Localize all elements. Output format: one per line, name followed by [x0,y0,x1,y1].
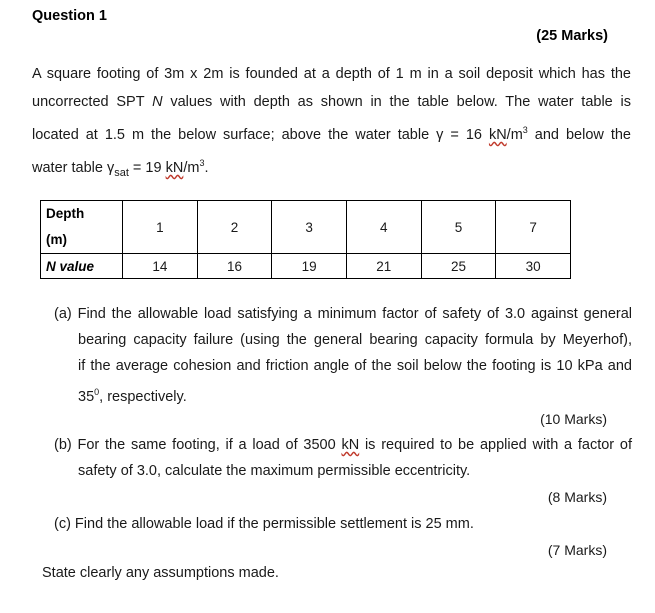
depth-cell: 3 [272,201,347,254]
part-b-line-1: (b) For the same footing, if a load of 3500 kN is required to be applied with a factor of [54,437,632,453]
depth-cell: 1 [123,201,198,254]
n-value-cell: 16 [197,254,272,279]
n-value-header: N value [41,254,123,279]
part-a-line-3: if the average cohesion and friction angle of the soil below the footing is 10 kPa and [78,358,632,374]
table-row-depth [41,201,571,254]
part-b [54,432,632,484]
depth-cell: 5 [421,201,496,254]
part-a [54,301,632,410]
n-value-cell: 30 [496,254,571,279]
part-a-line-2: bearing capacity failure (using the general bearing capacity formula by Meyerhof), [78,332,632,348]
n-value-cell: 21 [346,254,421,279]
total-marks: (25 Marks) [536,28,608,44]
depth-cell: 7 [496,201,571,254]
intro-line-3: located at 1.5 m the below surface; above the water table γ = 16 $kN/m^3$ and below the [32,125,631,143]
depth-cell: 4 [346,201,421,254]
part-b-line-2: safety of 3.0, calculate the maximum permissible eccentricity. [78,463,471,479]
part-a-marks: (10 Marks) [540,411,607,427]
part-a-line-4: $35^0$, respectively. [78,387,187,405]
question-intro [32,60,631,187]
part-c-marks: (7 Marks) [547,542,607,558]
question-title: Question 1 [32,8,107,24]
part-a-line-1: (a) Find the allowable load satisfying a minimum factor of safety of 3.0 against general [54,306,632,322]
spt-table [40,200,571,279]
n-value-cell: 19 [272,254,347,279]
intro-line-2: uncorrected SPT N values with depth as shown in the table below. The water table is [32,94,631,110]
assumptions-note: State clearly any assumptions made. [42,565,279,581]
n-value-cell: 14 [123,254,198,279]
part-c [54,511,632,537]
n-value-cell: 25 [421,254,496,279]
intro-line-1: A square footing of 3m x 2m is founded at a depth of 1 m in a soil deposit which has the [32,66,631,82]
part-c-line-1: (c) Find the allowable load if the permissible settlement is 25 mm. [54,516,474,532]
depth-header: Depth (m) [41,201,123,254]
intro-line-4: water table $\gamma_{sat} = 19$ $kN/m^3$. [32,158,209,179]
table-row-n-value [41,254,571,279]
depth-cell: 2 [197,201,272,254]
part-b-marks: (8 Marks) [547,489,607,505]
